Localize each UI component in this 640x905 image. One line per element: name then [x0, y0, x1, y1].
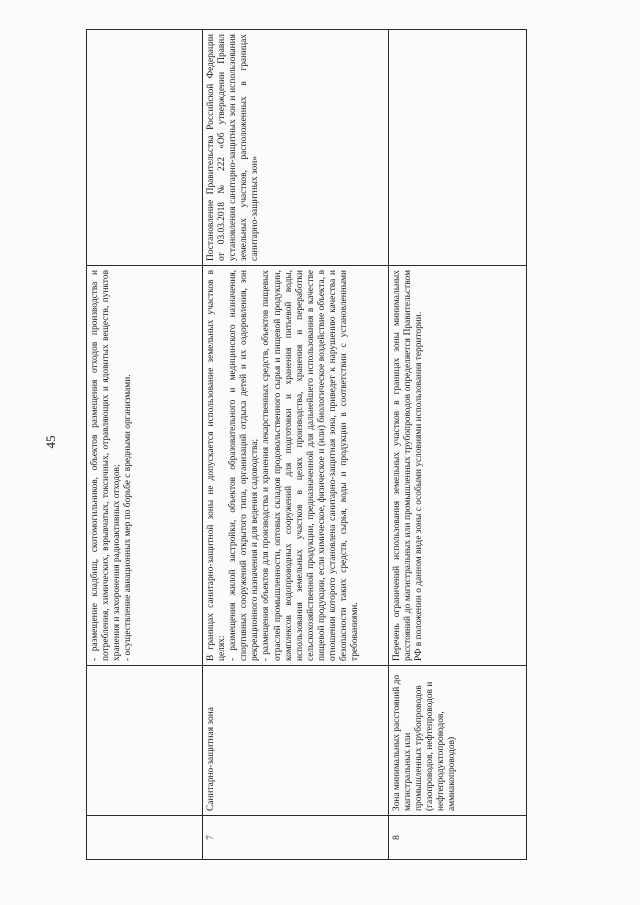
zone-name: Зона минимальных расстояний до магистральных или промышленных трубопроводов (газопроводов, нефтепроводов и нефтепродуктопроводов, аммиакопроводов)	[389, 666, 527, 816]
page-number: 45	[43, 435, 58, 449]
legal-basis: Постановление Правительства Российской Федерации от 03.03.2018 № 222 «Об утверждении Правил установления санитарно-защитных зон и использования земельных участков, расположенных в границах санитарно-защитных зон»	[203, 30, 389, 266]
zone-name: Санитарно-защитная зона	[203, 666, 389, 816]
zone-name	[87, 666, 203, 816]
row-number: 8	[389, 816, 527, 860]
zone-restrictions: Перечень ограничений использования земельных участков в границах зоны минимальных расстояний до магистральных или промышленных трубопроводов определяется Правительством РФ в положении о данном виде зоны с особыми условиями использования территории.	[389, 266, 527, 666]
table-row	[389, 30, 527, 860]
row-number: 7	[203, 816, 389, 860]
legal-basis	[87, 30, 203, 266]
table-row	[203, 30, 389, 860]
zone-restrictions: В границах санитарно-защитной зоны не допускается использование земельных участков в целях: - размещения жилой застройки, объектов образовательного и медицинского назначения, спортивных сооружений открытого типа, организаций отдыха детей и их оздоровления, зон рекреационного назначения и для ведения садоводства; - размещения объектов для производства и хранения лекарственных средств, объектов пищевых отраслей промышленности, оптовых складов продовольственного сырья и пищевой продукции, комплексов водопроводных сооружений для подготовки и хранения питьевой воды, использования земельных участков в целях производства, хранения и переработки сельскохозяйственной продукции, предназначенной для дальнейшего использования в качестве пищевой продукции, если химическое, физическое и (или) биологическое воздействие объекта, в отношении которого установлена санитарно-защитная зона, приведет к нарушению качества и безопасности таких средств, сырья, воды и продукции в соответствии с установленными требованиями.	[203, 266, 389, 666]
row-number	[87, 816, 203, 860]
zone-restrictions: - размещение кладбищ, скотомогильников, объектов размещения отходов производства и потребления, химических, взрывчатых, токсичных, отравляющих и ядовитых веществ, пунктов хранения и захоронения радиоактивных отходов; - осуществление авиационных мер по борьбе с вредными организмами.	[87, 266, 203, 666]
table-row	[87, 30, 203, 860]
legal-basis	[389, 30, 527, 266]
